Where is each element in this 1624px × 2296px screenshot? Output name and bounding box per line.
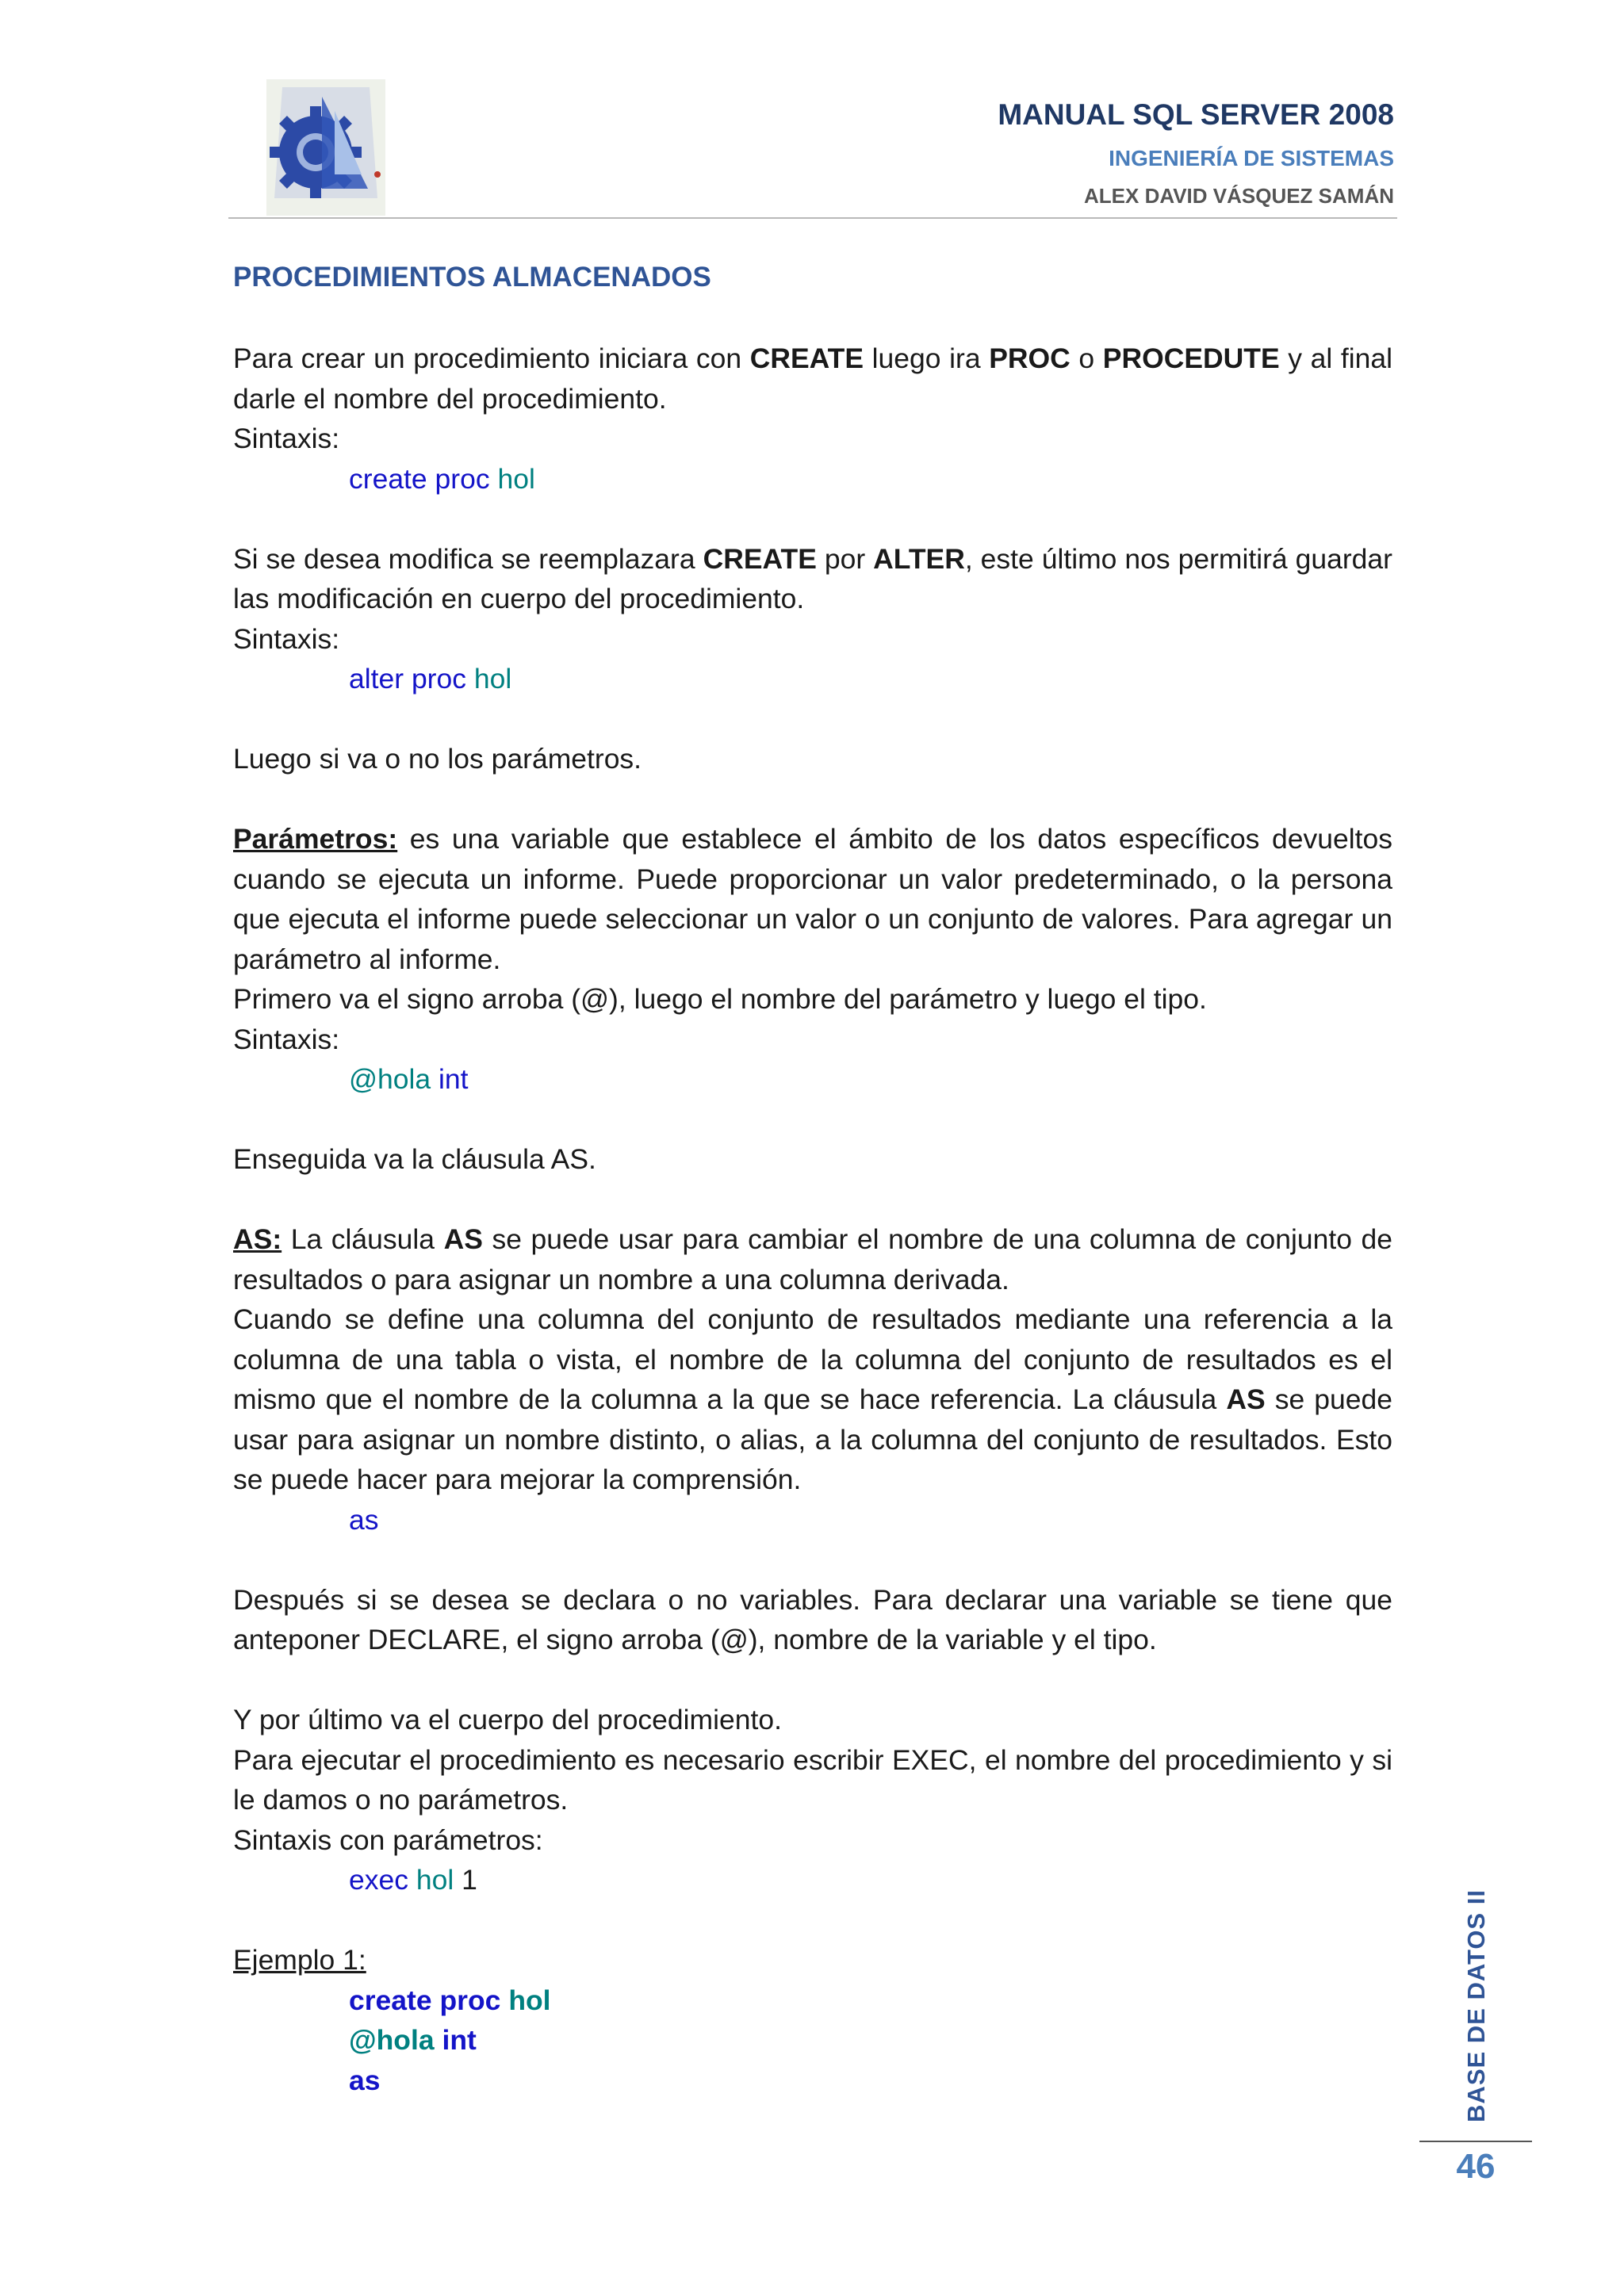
sidebar-course-label bbox=[1454, 1887, 1499, 2125]
author-name: ALEX DAVID VÁSQUEZ SAMÁN bbox=[1084, 184, 1394, 208]
paragraph-as: AS: La cláusula AS se puede usar para cambiar el nombre de una columna de conjunto de resultados o para asignar un nombre a una columna derivada. bbox=[233, 1223, 1393, 1295]
paragraph-exec: Para ejecutar el procedimiento es necesario escribir EXEC, el nombre del procedimiento y si le damos o no parámetros. bbox=[233, 1743, 1392, 1816]
sidebar-text: BASE DE DATOS II bbox=[1462, 1889, 1490, 2122]
example-label: Ejemplo 1: bbox=[233, 1944, 366, 1976]
example-line-3: as bbox=[349, 2064, 381, 2096]
institute-gear-logo-icon bbox=[266, 79, 385, 216]
document-body bbox=[233, 339, 1392, 2100]
code-alter-proc: alter proc hol bbox=[349, 663, 512, 695]
page-number-divider bbox=[1419, 2141, 1532, 2142]
code-exec: exec hol 1 bbox=[349, 1864, 477, 1896]
syntax-label: Sintaxis: bbox=[233, 423, 340, 454]
paragraph-parameters: Parámetros: es una variable que establece el ámbito de los datos específicos devueltos cuando se ejecuta un informe. Puede proporcionar un valor predeterminado, o la persona que ejecuta el informe puede seleccionar un valor o un conjunto de valores. Para agregar un parámetro al informe. bbox=[233, 823, 1392, 975]
syntax-label: Sintaxis: bbox=[233, 622, 340, 655]
paragraph-parameters-intro: Luego si va o no los parámetros. bbox=[233, 743, 642, 775]
paragraph-body: Y por último va el cuerpo del procedimiento. bbox=[233, 1704, 782, 1735]
code-create-proc: create proc hol bbox=[349, 462, 535, 495]
paragraph-alter: Si se desea modifica se reemplazara CREATE por ALTER, este último nos permitirá guardar las modificación en cuerpo del procedimiento. bbox=[233, 542, 1392, 614]
section-title: PROCEDIMIENTOS ALMACENADOS bbox=[233, 262, 711, 293]
paragraph-as-detail: Cuando se define una columna del conjunto de resultados mediante una referencia a la columna de una tabla o vista, el nombre de la columna del conjunto de resultados es el mismo que el nombre de la columna a la que se hace referencia. La cláusula AS se puede usar para asignar un nombre distinto, o alias, a la columna del conjunto de resultados. Esto se puede hacer para mejorar la comprensión. bbox=[233, 1303, 1392, 1495]
manual-title: MANUAL SQL SERVER 2008 bbox=[998, 98, 1394, 131]
paragraph-parameter-order: Primero va el signo arroba (@), luego el nombre del parámetro y luego el tipo. bbox=[233, 983, 1207, 1015]
code-as: as bbox=[349, 1503, 379, 1536]
example-line-2: @hola int bbox=[349, 2024, 477, 2056]
page-number: 46 bbox=[1456, 2147, 1496, 2186]
header-divider bbox=[228, 217, 1397, 219]
code-parameter: @hola int bbox=[349, 1063, 469, 1095]
department-subtitle: INGENIERÍA DE SISTEMAS bbox=[1109, 146, 1394, 170]
paragraph-create: Para crear un procedimiento iniciara con CREATE luego ira PROC o PROCEDUTE y al final darle el nombre del procedimiento. bbox=[233, 342, 1392, 415]
example-line-1: create proc hol bbox=[349, 1984, 551, 2016]
paragraph-declare: Después si se desea se declara o no variables. Para declarar una variable se tiene que anteponer DECLARE, el signo arroba (@), nombre de la variable y el tipo. bbox=[233, 1583, 1392, 1655]
syntax-with-parameters-label: Sintaxis con parámetros: bbox=[233, 1823, 543, 1856]
paragraph-as-intro: Enseguida va la cláusula AS. bbox=[233, 1143, 596, 1175]
syntax-label: Sintaxis: bbox=[233, 1023, 340, 1055]
